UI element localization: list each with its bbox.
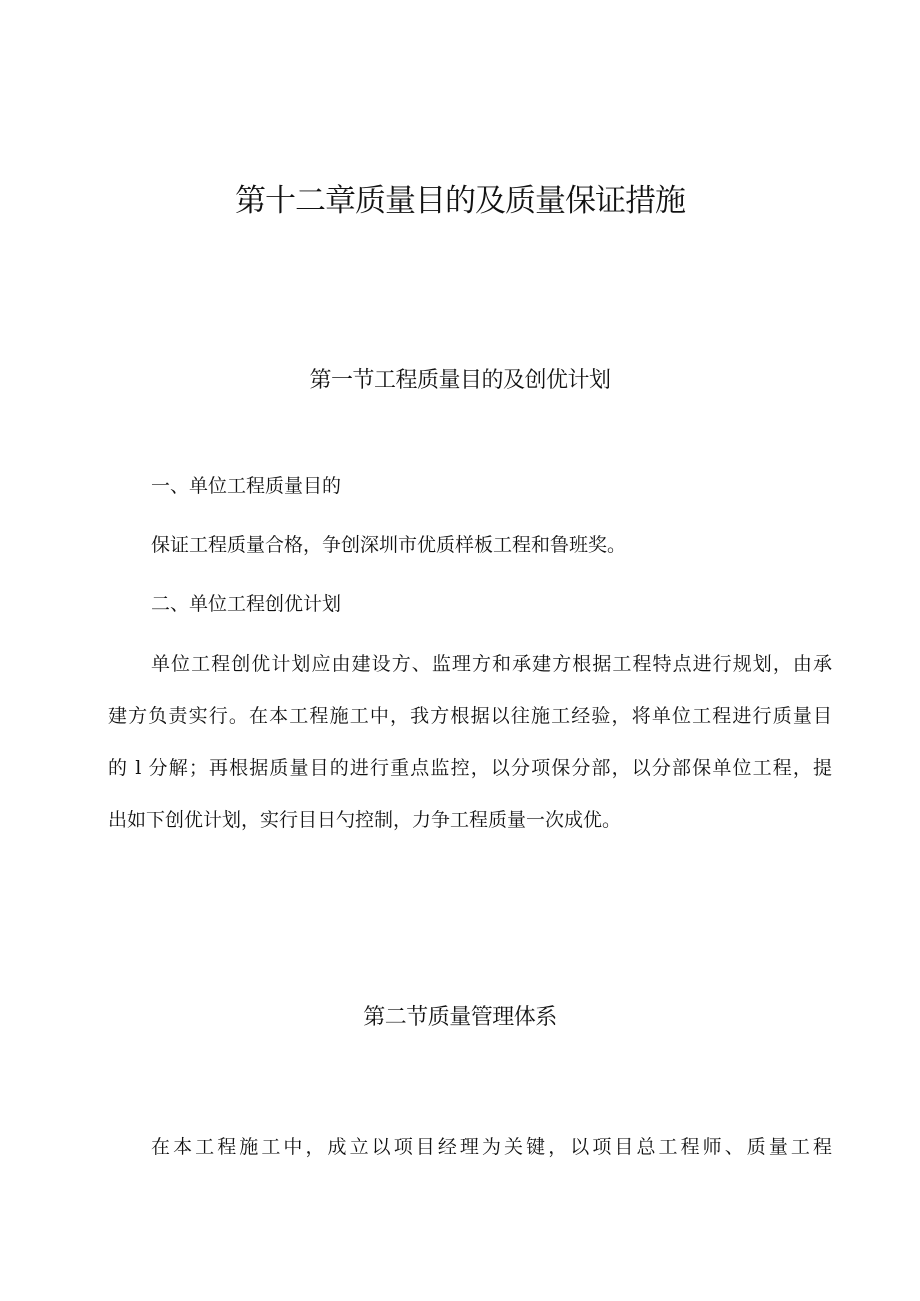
paragraph-line: 在本工程施工中，成立以项目经理为关键，以项目总工程师、质量工程 [151,1136,832,1158]
section-title-1: 第一节工程质量目的及创优计划 [309,368,611,393]
subheading-quality-goal [108,468,832,504]
paragraph-management-system [108,1129,832,1165]
paragraph-line: 单位工程创优计划应由建设方、监理方和承建方根据工程特点进行规划，由承 [151,653,832,675]
paragraph-line: 保证工程质量合格，争创深圳市优质样板工程和鲁班奖。 [151,534,627,556]
paragraph-line: 的 l 分解；再根据质量目的进行重点监控，以分项保分部，以分部保单位工程，提 [108,757,832,779]
subheading-text: 二、单位工程创优计划 [151,593,342,615]
subheading-text: 一、单位工程质量目的 [151,475,342,497]
paragraph-quality-goal [108,527,832,563]
section-title-2: 第二节质量管理体系 [363,1005,557,1030]
paragraph-line: 出如下创优计划，实行目日勺控制，力争工程质量一次成优。 [108,809,622,831]
paragraph-line: 建方负责实行。在本工程施工中，我方根据以往施工经验，将单位工程进行质量目 [108,705,832,727]
subheading-excellence-plan [108,586,832,622]
chapter-title: 第十二章质量目的及质量保证措施 [235,183,685,219]
paragraph-excellence-plan [108,646,832,854]
